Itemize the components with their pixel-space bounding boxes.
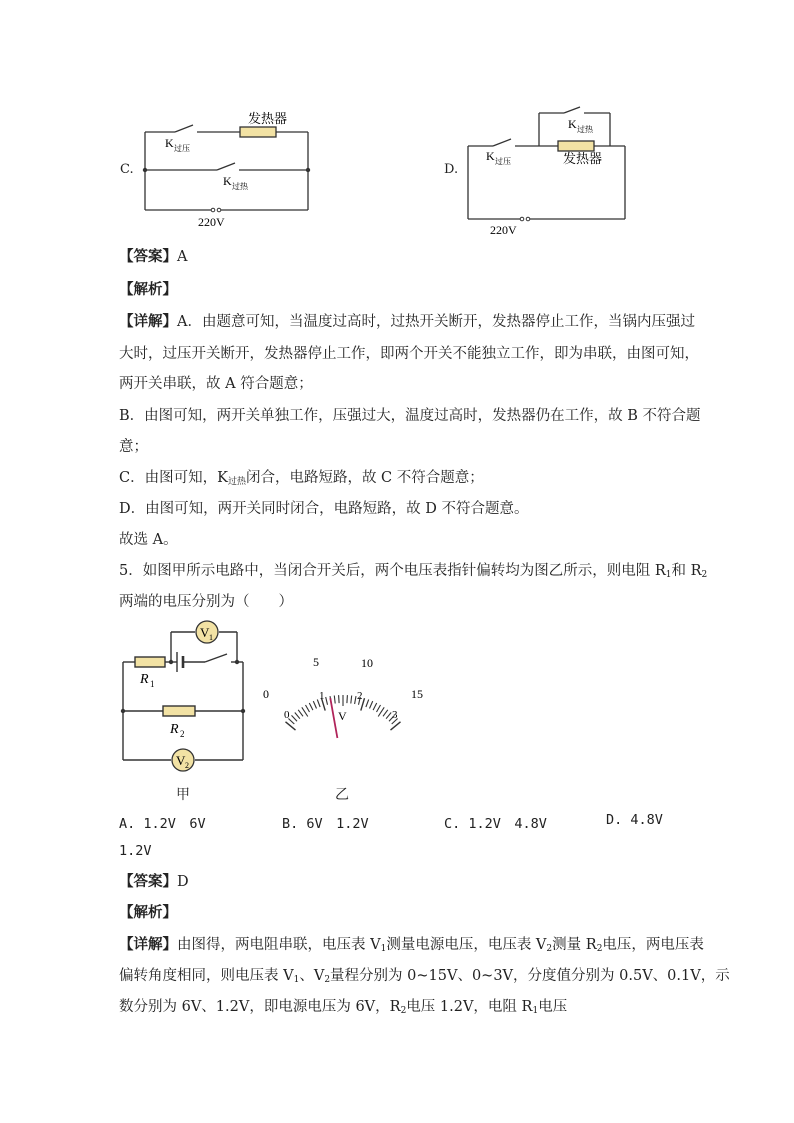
needle-pointer (330, 698, 337, 738)
stem-mid: 和 R (671, 563, 702, 579)
inner-tick-0: 0 (284, 709, 290, 721)
q4-conclusion: 故选 A。 (119, 532, 178, 548)
q5-stem-line-1 (119, 561, 707, 585)
d3-mid: 电压 1.2V，电阻 R (406, 999, 533, 1015)
k-over-pressure-label: K (165, 136, 174, 150)
k-over-pressure-sub-d: 过压 (495, 157, 511, 166)
detail-text: A．由题意可知，当温度过高时，过热开关断开，发热器停止工作，当锅内压强过 (177, 314, 695, 330)
dial-tick (383, 710, 388, 717)
k-over-heat-label: K (223, 174, 232, 188)
outer-tick-0: 0 (263, 687, 269, 701)
dial-tick (306, 705, 310, 712)
d1-pre: 由图得，两电阻串联，电压表 V (177, 937, 381, 953)
dial-tick (313, 701, 316, 708)
r2-sub: 2 (180, 729, 185, 739)
outer-tick-10: 10 (361, 656, 373, 670)
d1-s1: 1 (380, 944, 387, 954)
d2-pre: 偏转角度相同，则电压表 V (119, 968, 294, 984)
outer-tick-5: 5 (313, 655, 319, 669)
r2-symbol: R (170, 722, 179, 737)
inner-tick-3: 3 (392, 709, 398, 721)
dial-tick (370, 701, 373, 708)
q4-detail-line-1 (119, 312, 695, 332)
dial-tick (309, 703, 313, 710)
v1-sub: 1 (209, 633, 213, 642)
line-c-sub: 过热 (227, 477, 246, 487)
analysis-tag: 【解析】 (119, 281, 177, 298)
detail-tag: 【详解】 (119, 936, 177, 953)
q5-answer-line (119, 872, 189, 892)
d3-s1: 2 (400, 1006, 407, 1016)
dial-tick (347, 695, 348, 703)
d1-s2: 2 (546, 944, 553, 954)
r1-symbol: R (140, 672, 149, 687)
figure-yi-dial (255, 650, 435, 745)
q4-answer-line (119, 247, 187, 267)
q5-detail-line-2 (119, 966, 730, 990)
d2-post: 量程分别为 0~15V、0~3V，分度值分别为 0.5V、0.1V，示 (330, 968, 730, 984)
k-over-pressure-sub: 过压 (174, 144, 190, 153)
dial-tick (292, 715, 298, 721)
dial-tick (326, 697, 328, 705)
outer-tick-15: 15 (411, 687, 423, 701)
q4-detail-line-6 (119, 468, 484, 492)
option-c-label: C. (120, 162, 134, 177)
figure-yi-caption: 乙 (335, 787, 349, 803)
voltage-label: 220V (198, 215, 225, 229)
d2-s1: 1 (293, 975, 300, 985)
v1-symbol: V (200, 625, 210, 640)
heater-label-d: 发热器 (563, 151, 603, 166)
figure-jia-caption: 甲 (176, 787, 190, 803)
v2-symbol: V (176, 753, 186, 768)
voltage-label-d: 220V (490, 223, 517, 237)
dial-tick (373, 703, 377, 710)
unit-label: V (338, 709, 347, 723)
option-c: C. 1.2V 4.8V (444, 816, 547, 832)
dial-tick (298, 710, 303, 717)
option-b: B. 6V 1.2V (282, 816, 369, 832)
option-d: D. 4.8V (606, 812, 663, 828)
dial-tick (366, 700, 369, 708)
dial-tick (377, 705, 381, 712)
d2-s2: 2 (324, 975, 331, 985)
dial-tick (339, 695, 340, 703)
q4-detail-line-7: D．由图可知，两开关同时闭合，电路短路，故 D 不符合题意。 (119, 501, 529, 517)
q4-detail-line-3: 两开关串联，故 A 符合题意； (119, 376, 313, 392)
detail-tag: 【详解】 (119, 313, 177, 330)
q4-detail-line-2: 大时，过压开关断开，发热器停止工作，即两个开关不能独立工作，即为串联，由图可知， (119, 346, 699, 362)
heater-label: 发热器 (248, 111, 288, 126)
option-a: A. 1.2V 6V (119, 816, 206, 832)
d3-post: 电压 (538, 999, 568, 1015)
q5-detail-line-3 (119, 997, 567, 1021)
option-d-continued: 1.2V (119, 843, 152, 859)
inner-tick-2: 2 (357, 690, 363, 702)
line-c-pre: C．由图可知，K (119, 470, 228, 486)
v2-sub: 2 (185, 761, 189, 770)
d1-s3: 2 (596, 944, 603, 954)
k-over-pressure-label-d: K (486, 149, 495, 163)
answer-value: D (177, 874, 189, 890)
q4-detail-line-4: B．由图可知，两开关单独工作，压强过大，温度过高时，发热器仍在工作，故 B 不符合题 (119, 408, 701, 424)
r1-sub: 1 (150, 679, 155, 689)
stem-sub1: 1 (665, 570, 672, 580)
k-over-heat-sub-d: 过热 (577, 125, 593, 134)
d3-pre: 数分别为 6V、1.2V，即电源电压为 6V，R (119, 999, 401, 1015)
inner-tick-1: 1 (319, 690, 325, 702)
circuit-d-diagram (460, 100, 640, 240)
answer-tag: 【答案】 (119, 873, 177, 890)
line-c-post: 闭合，电路短路，故 C 不符合题意； (245, 470, 484, 486)
dial-tick (386, 713, 391, 719)
d1-post: 电压，两电压表 (602, 937, 704, 953)
d2-mid: 、V (299, 968, 325, 984)
dial-tick (295, 713, 300, 719)
d1-mid2: 测量 R (552, 937, 597, 953)
q5-detail-line-1 (119, 935, 704, 959)
figure-jia-circuit (115, 618, 255, 778)
circuit-c-diagram (135, 105, 325, 230)
answer-value: A (177, 249, 188, 265)
d3-s2: 1 (532, 1006, 539, 1016)
q4-detail-line-5: 意； (119, 439, 148, 455)
dial-tick (334, 696, 335, 704)
answer-tag: 【答案】 (119, 248, 177, 265)
option-d-label: D. (444, 162, 459, 177)
d1-mid: 测量电源电压，电压表 V (386, 937, 547, 953)
k-over-heat-label-d: K (568, 117, 577, 131)
k-over-heat-sub: 过热 (232, 182, 248, 191)
q5-analysis-tag: 【解析】 (119, 904, 177, 921)
stem-pre: 5．如图甲所示电路中，当闭合开关后，两个电压表指针偏转均为图乙所示，则电阻 R (119, 563, 666, 579)
q5-stem-line-2: 两端的电压分别为（ ） (119, 594, 293, 610)
stem-sub2: 2 (701, 570, 708, 580)
dial-tick (351, 696, 352, 704)
dial-tick (355, 696, 356, 704)
